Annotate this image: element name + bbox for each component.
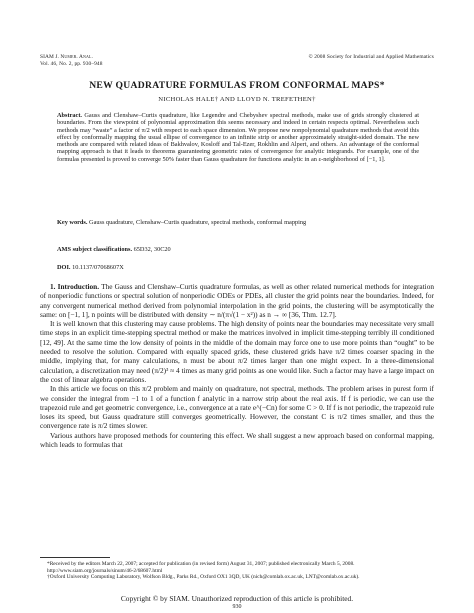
footnotes bbox=[40, 561, 434, 581]
paragraph-text: The Gauss and Clenshaw–Curtis quadrature formulas, as well as other related numerical methods for integration of nonperiodic functions or spectral solution of nonperiodic ODEs or PDEs, all cluster the grid points near the boundaries. Indeed, for any convergent numerical method derived from polynomial interpolation in the grid points, the clustering will be asymptotically the same: on [−1, 1], n points will be distributed with density ∼ n/(π√(1 − x²)) as n → ∞ [36, Thm. 12.7]. bbox=[40, 282, 434, 319]
abstract-text: Gauss and Clenshaw–Curtis quadrature, like Legendre and Chebyshev spectral methods, make use of grids strongly clustered at boundaries. From the viewpoint of polynomial approximation this seems necessary and indeed in certain respects optimal. Nevertheless such methods may “waste” a factor of π/2 with respect to each space dimension. We propose new nonpolynomial quadrature methods that avoid this effect by conformally mapping the usual ellipse of convergence to an infinite strip or another approximately straight-sided domain. The new methods are compared with related ideas of Bakhvalov, Kosloff and Tal-Ezer, Rokhlin and Alpert, and others. An advantage of the conformal mapping approach is that it leads to theorems guaranteeing geometric rates of convergence for analytic integrands. For example, one of the formulas presented is proved to converge 50% faster than Gauss quadrature for functions analytic in an ε-neighborhood of [−1, 1]. bbox=[57, 112, 419, 163]
abstract-label: Abstract. bbox=[57, 112, 83, 119]
abstract bbox=[57, 112, 419, 163]
doi-label: DOI. bbox=[57, 264, 71, 271]
introduction-section bbox=[40, 282, 434, 449]
doi-text: 10.1137/07068607X bbox=[72, 264, 124, 271]
paragraph: It is well known that this clustering may cause problems. The high density of points near the boundaries may necessitate very small time steps in an explicit time-stepping spectral method or make the matrices involved in implicit time-stepping terribly ill conditioned [12, 49]. At the same time the low density of points in the middle of the domain may force one to use more points than “ought” to be needed to resolve the solution. Compared with equally spaced grids, these clustered grids have π/2 times coarser spacing in the middle, implying that, for many calculations, n must be about π/2 times larger than one might expect. In a three-dimensional calculation, a discretization may need (π/2)³ ≈ 4 times as many grid points as one would like. Such a factor may have a large impact on the cost of linear algebra operations. bbox=[40, 319, 434, 384]
paper-authors: NICHOLAS HALE† AND LLOYD N. TREFETHEN† bbox=[158, 96, 316, 103]
copyright-notice: Copyright © by SIAM. Unauthorized reproduction of this article is prohibited. bbox=[120, 594, 354, 603]
page-number: 930 bbox=[232, 604, 242, 610]
section-heading: 1. Introduction. bbox=[50, 282, 100, 291]
keywords-label: Key words. bbox=[57, 219, 88, 226]
keywords-text: Gauss quadrature, Clenshaw–Curtis quadrature, spectral methods, conformal mapping bbox=[89, 219, 307, 226]
paper-title: NEW QUADRATURE FORMULAS FROM CONFORMAL MAPS* bbox=[89, 80, 385, 91]
keywords bbox=[57, 219, 419, 226]
ams-text: 65D32, 30C20 bbox=[133, 246, 171, 253]
doi bbox=[57, 264, 419, 271]
footnote-divider bbox=[40, 557, 110, 558]
ams-classification bbox=[57, 246, 419, 253]
footnote-affiliation: †Oxford University Computing Laboratory, Wolfson Bldg., Parks Rd., Oxford OX1 3QD, UK (nich@comlab.ox.ac.uk, LNT@comlab.ox.ac.uk). bbox=[47, 574, 360, 580]
paragraph bbox=[40, 282, 434, 319]
journal-volume: Vol. 46, No. 2, pp. 930–948 bbox=[40, 61, 103, 67]
ams-label: AMS subject classifications. bbox=[57, 246, 133, 253]
footnote-url[interactable]: http://www.siam.org/journals/sinum/46-2/68607.html bbox=[47, 567, 163, 574]
journal-header bbox=[40, 54, 103, 68]
copyright-header: © 2008 Society for Industrial and Applied Mathematics bbox=[308, 54, 434, 60]
footnote-received: *Received by the editors March 22, 2007; accepted for publication (in revised form) August 31, 2007; published electronically March 5, 2008. bbox=[47, 561, 355, 567]
paragraph: In this article we focus on this π/2 problem and mainly on quadrature, not spectral, methods. The problem arises in purest form if we consider the integral from −1 to 1 of a function f analytic in a narrow strip about the real axis. If f is periodic, we can use the trapezoid rule and get geometric convergence, i.e., convergence at a rate e^(−Cn) for some C > 0. If f is not periodic, the trapezoid rule loses its speed, but Gauss quadrature still converges geometrically. However, the constant C is π/2 times smaller, and thus the convergence rate is π/2 times slower. bbox=[40, 384, 434, 431]
journal-name: SIAM J. Numer. Anal. bbox=[40, 54, 93, 60]
paragraph: Various authors have proposed methods for countering this effect. We shall suggest a new approach based on conformal mapping, which leads to formulas that bbox=[40, 430, 434, 450]
